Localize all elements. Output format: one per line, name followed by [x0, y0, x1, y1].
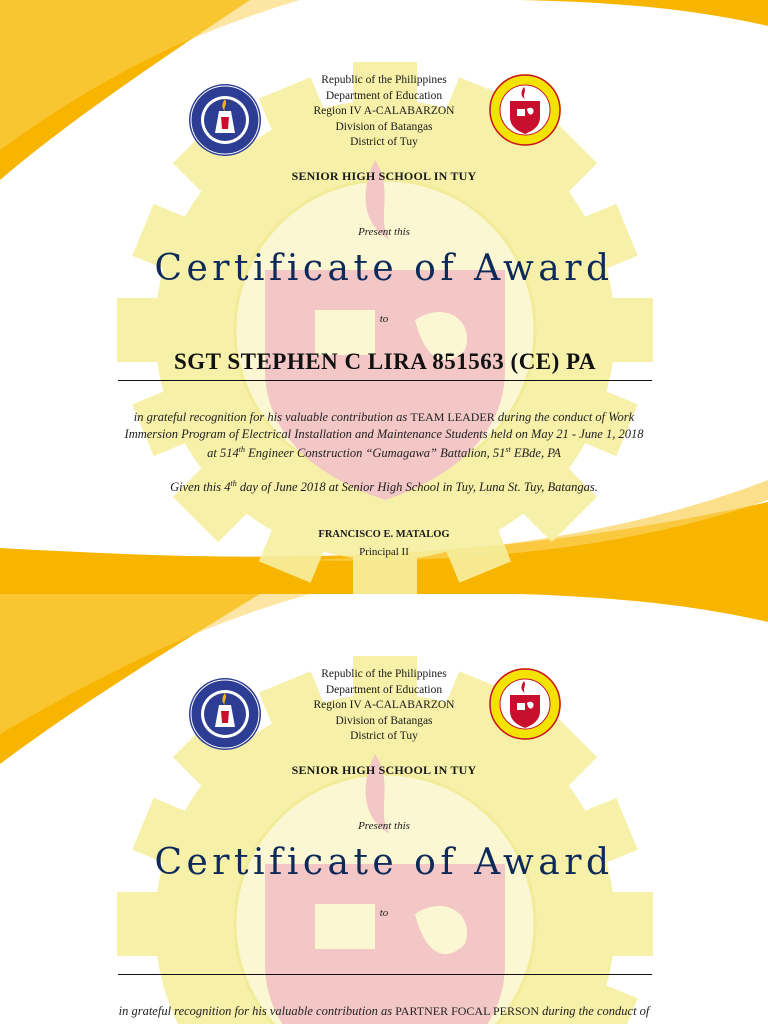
recipient-name: SGT STEPHEN C LIRA 851563 (CE) PA	[173, 349, 597, 374]
certificate-page-2	[0, 594, 768, 1024]
ordinal-suffix: st	[505, 445, 511, 454]
role-text: TEAM LEADER	[410, 410, 495, 424]
letterhead-line: Division of Batangas	[335, 714, 433, 727]
to-text: to	[379, 313, 389, 325]
letterhead-line: Republic of the Philippines	[321, 668, 447, 680]
ordinal-suffix: th	[238, 445, 245, 454]
recognition-paragraph	[40, 409, 728, 462]
signer-name: FRANCISCO E. MATALOG	[318, 529, 450, 540]
recognition-text: Engineer Construction “Gumagawa” Battalion, 51	[244, 446, 506, 461]
signer-title: Principal II	[359, 546, 409, 558]
letterhead-line: Department of Education	[325, 89, 443, 102]
recognition-paragraph	[40, 1003, 728, 1020]
recognition-text: at 514	[207, 446, 239, 461]
school-name: SENIOR HIGH SCHOOL IN TUY	[291, 169, 477, 183]
certificate-title: Certificate of Award	[154, 842, 614, 883]
certificate-title: Certificate of Award	[154, 248, 614, 289]
recognition-text: during the conduct of	[538, 1004, 650, 1018]
recipient-underline	[118, 974, 652, 975]
letterhead-line: Region IV A-CALABARZON	[313, 699, 455, 711]
school-name: SENIOR HIGH SCHOOL IN TUY	[291, 763, 477, 777]
given-date-line	[0, 479, 768, 495]
letterhead-line: Division of Batangas	[335, 120, 433, 133]
to-text: to	[379, 907, 389, 919]
recognition-text: EBde, PA	[510, 446, 561, 461]
role-text: PARTNER FOCAL PERSON	[395, 1004, 539, 1018]
letterhead	[0, 667, 768, 745]
recognition-text: in grateful recognition for his valuable contribution as	[133, 410, 411, 424]
recognition-text: Immersion Program of Electrical Installation and Maintenance Students held on May 21 - June 1, 2018	[124, 426, 644, 441]
letterhead	[0, 73, 768, 151]
recognition-text: in grateful recognition for his valuable contribution as	[118, 1004, 396, 1018]
watermark-seal	[0, 594, 768, 1024]
letterhead-line: District of Tuy	[350, 136, 418, 148]
letterhead-line: Region IV A-CALABARZON	[313, 105, 455, 117]
given-text: Given this 4	[170, 480, 231, 495]
letterhead-line: Republic of the Philippines	[321, 74, 447, 86]
recipient-underline	[118, 380, 652, 381]
present-this-text: Present this	[358, 226, 410, 238]
ordinal-suffix: th	[230, 479, 237, 488]
present-this-text: Present this	[358, 820, 410, 832]
recognition-text: during the conduct of Work	[494, 410, 635, 424]
letterhead-line: District of Tuy	[350, 730, 418, 742]
given-text: day of June 2018 at Senior High School in Tuy, Luna St. Tuy, Batangas.	[236, 480, 598, 495]
letterhead-line: Department of Education	[325, 683, 443, 696]
